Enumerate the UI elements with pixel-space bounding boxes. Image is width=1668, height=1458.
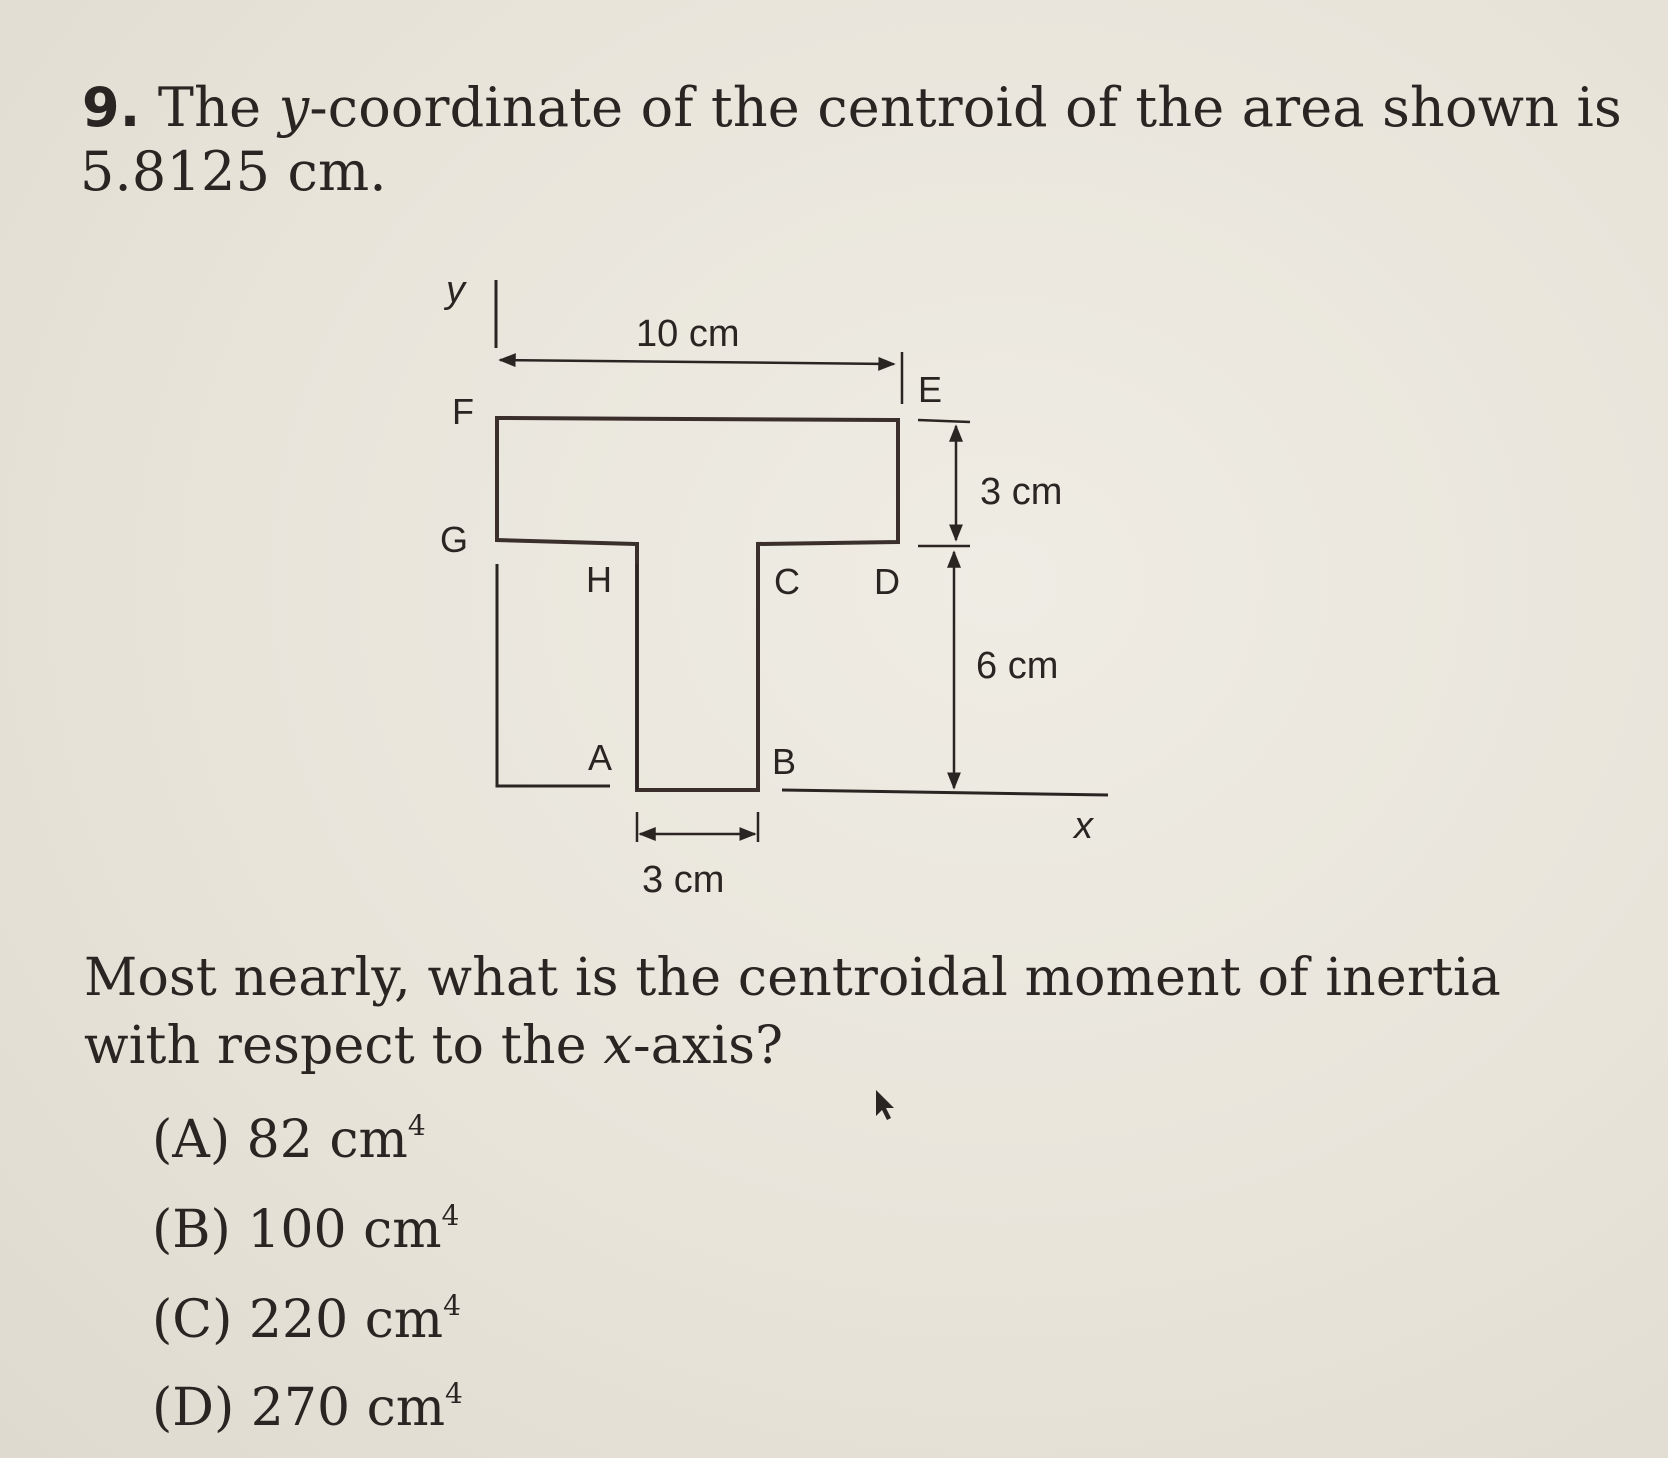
right-ext-top: [918, 420, 970, 422]
option-exponent: 4: [443, 1288, 461, 1322]
question-number: 9.: [82, 76, 141, 139]
option-letter: (A): [152, 1110, 231, 1170]
stem-pre: The: [157, 76, 279, 139]
question-stem-line2: 5.8125 cm.: [80, 140, 387, 203]
point-c-label: C: [774, 561, 800, 602]
top-dim-line: [500, 360, 894, 364]
point-b-label: B: [772, 741, 797, 782]
prompt-pre: with respect to the: [84, 1016, 604, 1076]
top-width-dim-label: 10 cm: [636, 313, 740, 355]
option-letter: (D): [152, 1378, 235, 1438]
option-value: 82 cm: [246, 1110, 408, 1170]
point-a-label: A: [588, 737, 613, 778]
option-exponent: 4: [445, 1376, 463, 1410]
prompt-line2: [84, 1016, 783, 1076]
point-e-label: E: [918, 369, 943, 410]
answer-option-d[interactable]: [152, 1378, 463, 1438]
cursor-icon: [876, 1090, 894, 1120]
web-width-dim-label: 3 cm: [642, 859, 725, 901]
option-exponent: 4: [441, 1198, 460, 1232]
prompt-line1: Most nearly, what is the centroidal moment of inertia: [84, 948, 1502, 1008]
point-d-label: D: [874, 561, 900, 602]
point-g-label: G: [440, 519, 469, 560]
option-value: 220 cm: [248, 1290, 444, 1350]
stem-post: -coordinate of the centroid of the area shown is: [309, 76, 1622, 139]
option-letter: (B): [152, 1200, 231, 1260]
y-axis-label: y: [446, 269, 465, 311]
prompt-var: x: [603, 1016, 633, 1076]
stem-var: y: [278, 76, 310, 139]
answer-option-b[interactable]: [152, 1200, 459, 1260]
x-axis-line: [782, 790, 1108, 795]
point-h-label: H: [586, 559, 612, 600]
answer-option-c[interactable]: [152, 1290, 461, 1350]
option-letter: (C): [152, 1290, 233, 1350]
option-value: 270 cm: [250, 1378, 446, 1438]
point-f-label: F: [452, 391, 474, 432]
x-axis-label: x: [1074, 805, 1093, 847]
t-section-outline: [497, 418, 898, 790]
prompt-post: -axis?: [632, 1016, 784, 1076]
flange-height-dim-label: 3 cm: [980, 471, 1063, 513]
option-exponent: 4: [407, 1108, 426, 1142]
web-height-dim-label: 6 cm: [976, 645, 1059, 687]
option-value: 100 cm: [247, 1200, 442, 1260]
answer-option-a[interactable]: [152, 1110, 426, 1170]
